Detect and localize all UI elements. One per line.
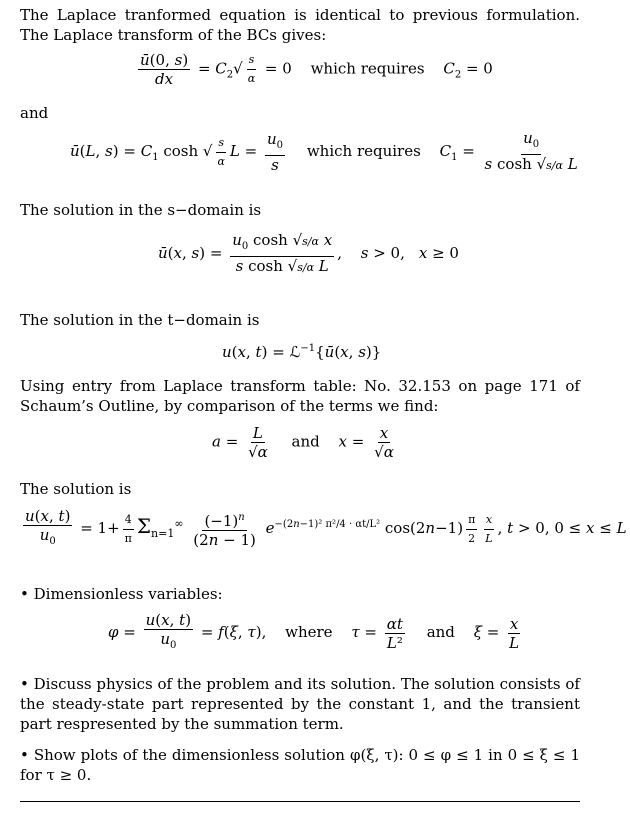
equation-dimensionless: φ = $\frac{u(x, t)}{u_0}$ = f(ξ, τ), where τ = $\frac{\alpha t}{\text{L²}}$ and ξ = $\frac{x}{L}$ — [108, 611, 520, 652]
which-requires-label-2: which requires — [306, 142, 421, 160]
and-label: and — [20, 104, 49, 122]
and-label-2: and — [291, 432, 320, 451]
bullet-plots: • Show plots of the dimensionless solution φ(ξ, τ): 0 ≤ φ ≤ 1 in 0 ≤ ξ ≤ 1 for τ ≥ 0. — [20, 746, 580, 784]
paragraph-laplace-table: Using entry from Laplace transform table: No. 32.153 on page 171 of Schaum’s Outline, by comparison of the terms we find: — [20, 377, 580, 415]
paragraph-solution: The solution is — [20, 480, 132, 498]
paragraph-intro: The Laplace tranformed equation is identical to previous formulation. The Laplace transform of the BCs gives: — [20, 6, 580, 44]
which-requires-label: which requires — [310, 59, 425, 78]
equation-bc-end: ū(L, $s) = C_1$ cosh √ $\frac{s}{\alpha}$ L = $\frac{u_0}{s}$ which requires $C_1$ = $\frac{u_0}{\text{s cosh √s/α L}}$ — [70, 129, 578, 174]
equation-t-domain: u(x, t) = ℒ$^{-1}${ū(x, s)} — [222, 343, 382, 361]
and-label-3: and — [426, 623, 455, 641]
equation-s-domain: ū(x, s) = $\frac{u_0 \cosh √s/\alpha x}{\text{s cosh √s/α L}}$ , s > 0, x ≥ 0 — [158, 231, 459, 275]
equation-bc-derivative: $\frac{ū(0, s)}{dx}$ = $C_2√$ $\frac{s}{\alpha}$ = 0 which requires $C_2 = 0$ — [140, 51, 493, 88]
bullet-physics: • Discuss physics of the problem and its solution. The solution consists of the steady-state part represented by the constant 1, and the transient part respresented by the summation term. — [20, 675, 580, 733]
paragraph-t-domain: The solution in the t−domain is — [20, 311, 260, 329]
equation-comparison: a = $\frac{L}{√\alpha}$ and x = $\frac{x}{√\alpha}$ — [212, 424, 394, 461]
equation-series-solution: $\frac{u(x, t)}{u_0}$ = 1+ $\frac{4}{\pi}$ $\Sigma_{n=1}^\infty$ $\frac{(-1)^n}{(2n - 1)}$ $e^{-(2n-1)^2 \pi^2/4 \cdot \alpha t/L^2}$ cos(2n−1) $\frac{\pi}{2}$ $\frac{x}{L}$ , t > 0, 0 ≤ x ≤ L — [25, 507, 627, 549]
bottom-rule — [20, 801, 580, 802]
bullet-dimensionless: • Dimensionless variables: — [20, 585, 223, 603]
paragraph-s-domain: The solution in the s−domain is — [20, 201, 262, 219]
where-label: where — [285, 623, 333, 641]
